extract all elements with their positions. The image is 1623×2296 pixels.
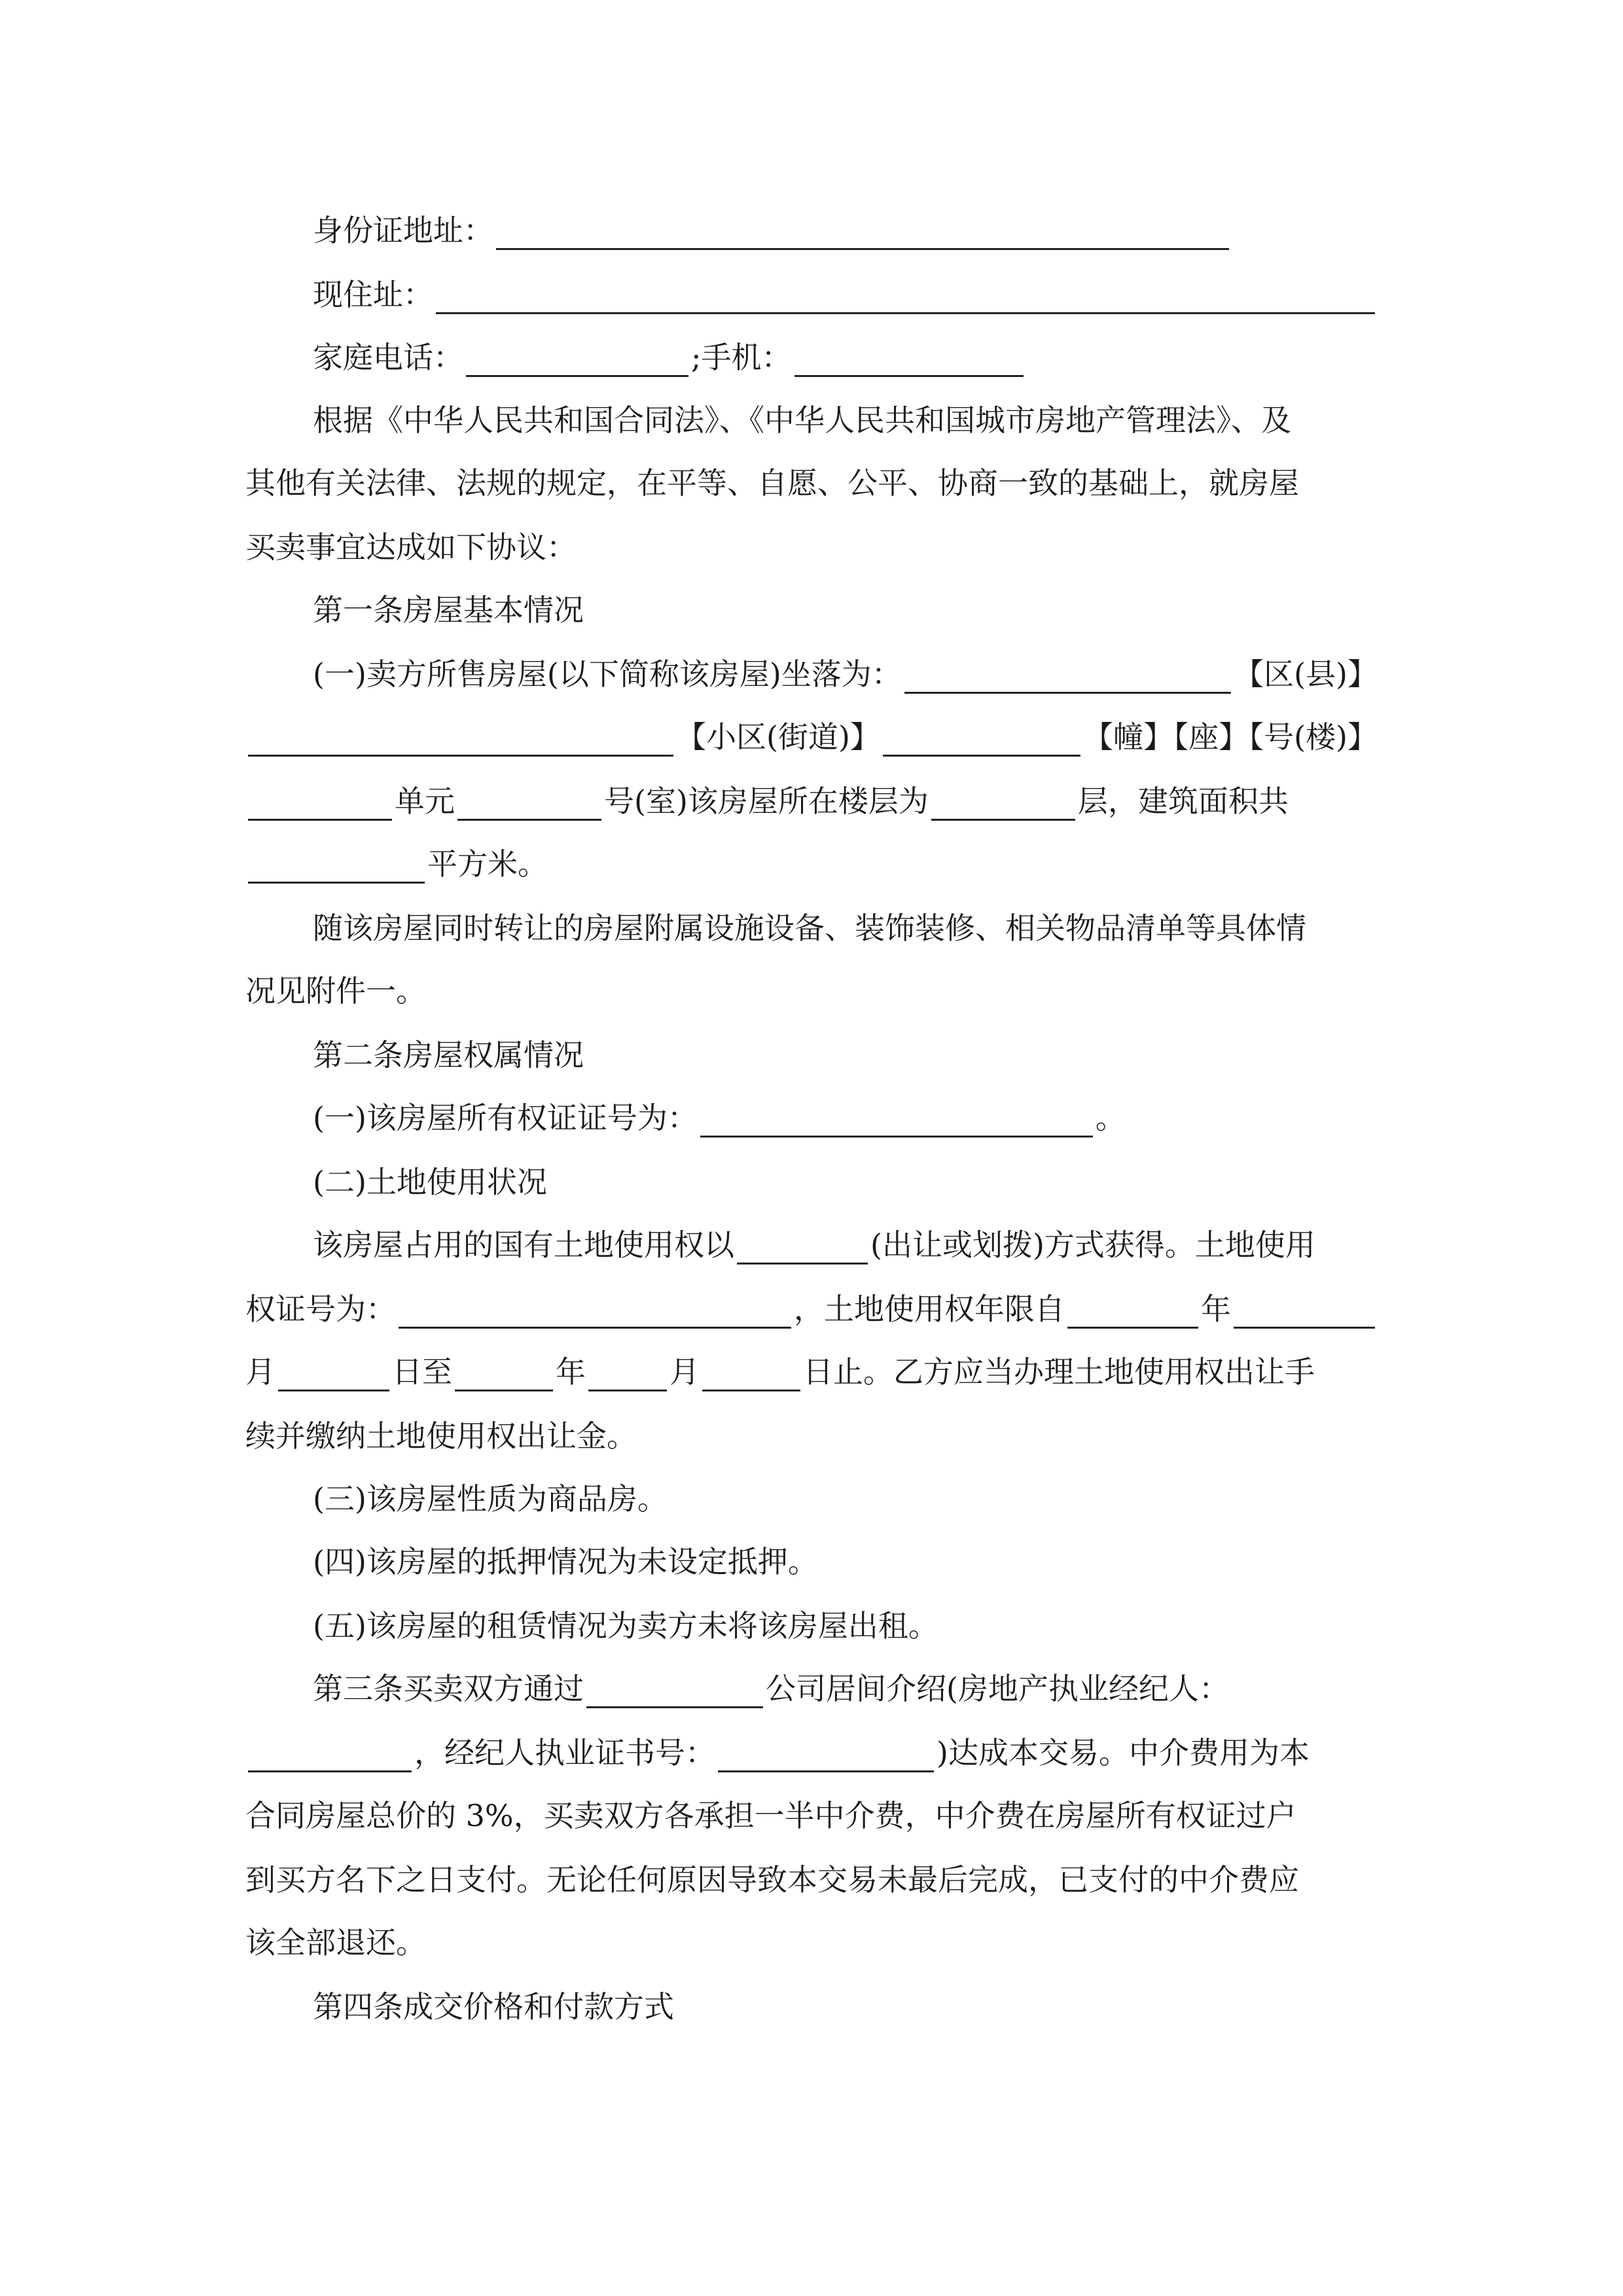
current-address-blank[interactable] [436, 282, 1375, 314]
intro-line-2: 其他有关法律、法规的规定，在平等、自愿、公平、协商一致的基础上，就房屋 [245, 465, 1299, 501]
cert-end: 。 [1095, 1100, 1126, 1136]
home-phone-label: 家庭电话： [313, 340, 463, 375]
cert-label: (一)该房屋所有权证证号为： [313, 1100, 698, 1136]
house-mortgage: (四)该房屋的抵押情况为未设定抵押。 [313, 1544, 818, 1579]
art3-line-5: 该全部退还。 [245, 1925, 426, 1960]
art1-location-line-2 [245, 717, 1378, 757]
land-end-year-blank[interactable] [455, 1359, 553, 1391]
land-text-2b: ，土地使用权年限自 [794, 1291, 1065, 1327]
agent-license-blank[interactable] [718, 1740, 934, 1772]
room-label: 号(室)该房屋所在楼层为 [604, 783, 929, 819]
land-text-3d: 月 [669, 1354, 700, 1390]
mobile-label: ;手机： [691, 340, 792, 375]
land-cert-blank[interactable] [399, 1297, 791, 1329]
house-lease: (五)该房屋的租赁情况为卖方未将该房屋出租。 [313, 1608, 938, 1643]
floor-label: 层，建筑面积共 [1077, 783, 1289, 819]
land-start-day-blank[interactable] [278, 1359, 389, 1391]
art1-location-line-4 [245, 844, 1378, 884]
art1-location-text: (一)卖方所售房屋(以下简称该房屋)坐落为： [313, 656, 902, 692]
agent-name-blank[interactable] [248, 1740, 412, 1772]
building-blank[interactable] [883, 725, 1080, 757]
area-blank[interactable] [248, 852, 425, 884]
community-blank[interactable] [248, 725, 673, 757]
current-address-label: 现住址： [313, 277, 433, 312]
art1-location-line-3 [245, 781, 1378, 821]
art3-line-4: 到买方名下之日支付。无论任何原因导致本交易未最后完成，已支付的中介费应 [245, 1862, 1299, 1897]
land-text-2a: 权证号为： [245, 1291, 396, 1327]
article-2-title: 第二条房屋权属情况 [313, 1037, 584, 1073]
intro-line-3: 买卖事宜达成如下协议： [245, 529, 577, 565]
intro-line-1: 根据《中华人民共和国合同法》、《中华人民共和国城市房地产管理法》、及 [313, 403, 1291, 438]
land-text-1b: (出让或划拨)方式获得。土地使用 [870, 1227, 1315, 1263]
land-start-year-blank[interactable] [1067, 1297, 1198, 1329]
room-blank[interactable] [457, 789, 601, 821]
art1-attachment-line-2: 况见附件一。 [245, 973, 426, 1009]
land-text-3e: 日止。乙方应当办理土地使用权出让手 [803, 1354, 1315, 1390]
art1-attachment-line-1: 随该房屋同时转让的房屋附属设施设备、装饰装修、相关物品清单等具体情 [313, 910, 1306, 946]
land-line-2 [245, 1289, 1378, 1329]
article-1-title: 第一条房屋基本情况 [313, 592, 584, 628]
land-line-3 [245, 1352, 1378, 1391]
area-label: 平方米。 [427, 846, 548, 882]
land-text-2c: 年 [1201, 1291, 1231, 1327]
district-label: 【区(县)】 [1234, 656, 1378, 692]
land-line-4: 续并缴纳土地使用权出让金。 [245, 1418, 637, 1454]
community-label: 【小区(街道)】 [676, 719, 880, 755]
art3-text-1a: 第三条买卖双方通过 [313, 1671, 584, 1706]
land-end-day-blank[interactable] [702, 1359, 800, 1391]
land-start-month-blank[interactable] [1234, 1297, 1375, 1329]
floor-blank[interactable] [931, 789, 1075, 821]
art3-line-2 [245, 1733, 1378, 1772]
land-method-blank[interactable] [737, 1232, 868, 1265]
id-address-blank[interactable] [496, 218, 1229, 250]
unit-blank[interactable] [248, 789, 392, 821]
home-phone-blank[interactable] [466, 345, 688, 377]
art3-text-2b: )达成本交易。中介费用为本 [936, 1735, 1310, 1770]
article-4-title: 第四条成交价格和付款方式 [313, 1989, 674, 2024]
district-blank[interactable] [904, 662, 1231, 694]
land-text-3c: 年 [556, 1354, 586, 1390]
art3-line-1 [313, 1669, 1378, 1708]
current-address-line [313, 275, 1378, 314]
art3-line-3: 合同房屋总价的 3%，买卖双方各承担一半中介费，中介费在房屋所有权证过户 [245, 1798, 1296, 1833]
art1-location-line-1 [313, 655, 1378, 694]
id-address-line [313, 211, 1378, 250]
land-end-month-blank[interactable] [588, 1359, 667, 1391]
agency-company-blank[interactable] [586, 1676, 763, 1708]
house-nature: (三)该房屋性质为商品房。 [313, 1481, 668, 1516]
id-address-label: 身份证地址： [313, 213, 493, 248]
cert-line [313, 1098, 1378, 1138]
unit-label: 单元 [395, 783, 455, 819]
building-label: 【幢】【座】【号(楼)】 [1083, 719, 1378, 755]
land-text-3a: 月 [245, 1354, 276, 1390]
art3-text-2a: ，经纪人执业证书号： [414, 1735, 715, 1770]
land-line-1 [313, 1225, 1378, 1265]
cert-number-blank[interactable] [700, 1105, 1093, 1138]
land-text-1a: 该房屋占用的国有土地使用权以 [313, 1227, 734, 1263]
mobile-blank[interactable] [794, 345, 1024, 377]
land-status-title: (二)土地使用状况 [313, 1164, 547, 1200]
phone-line [313, 338, 1378, 377]
art3-text-1b: 公司居间介绍(房地产执业经纪人： [766, 1671, 1229, 1706]
land-text-3b: 日至 [392, 1354, 452, 1390]
